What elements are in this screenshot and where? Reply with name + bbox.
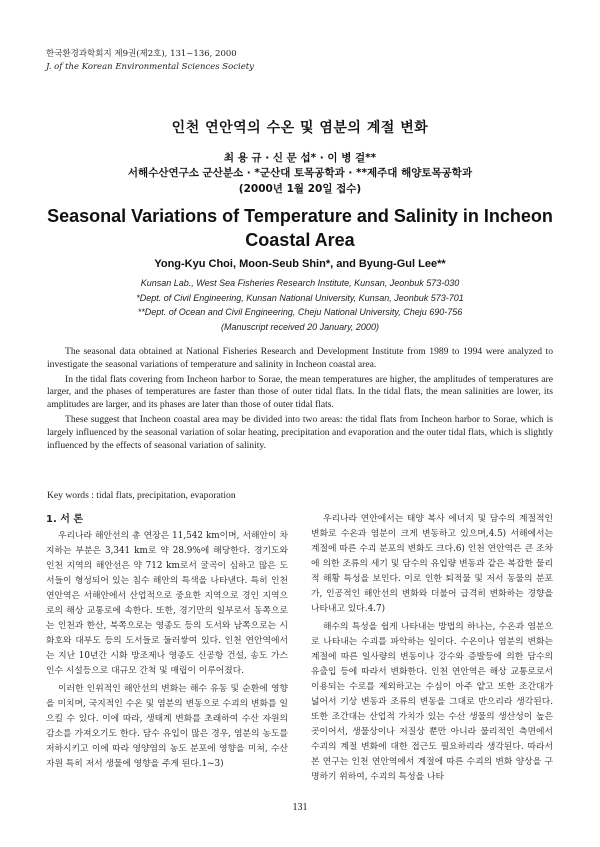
korean-authors: 최 용 규 · 신 문 섭* · 이 병 걸** bbox=[223, 152, 377, 164]
abstract-paragraph-1: The seasonal data obtained at National Fisheries Research and Development Institute from 1989 to 1994 were analyzed to investigate the seasonal variations of temperature and salinity in Incheon coastal area. bbox=[47, 346, 553, 370]
keywords: Key words : tidal flats, precipitation, evaporation bbox=[47, 490, 236, 501]
affiliation-1: Kunsan Lab., West Sea Fisheries Research Institute, Kunsan, Jeonbuk 573-030 bbox=[140, 278, 460, 288]
section-heading-introduction: 1. 서 론 bbox=[46, 514, 84, 525]
body-paragraph: 우리나라 연안에서는 태양 복사 에너지 및 담수의 계절적인 변화로 수온과 염분이 크게 변동하고 있으며,4.5) 서해에서는 계절에 따른 수괴 분포의 변화도 크다.6) 인천 연안역은 큰 조차에 의한 조류의 세기 및 담수의 유입량 변동과 같은 복잡한 물리적 해황 특성을 보인다. 이로 인한 퇴적물 및 저서 동물의 분포가, 인공적인 해안선의 변화와 더불어 급격히 변화하는 경향을 나타내고 있다.4.7) bbox=[311, 514, 553, 614]
body-paragraph: 이러한 인위적인 해안선의 변화는 해수 유동 및 순환에 영향을 미치며, 국지적인 수온 및 염분의 변동으로 수괴의 변화를 일으킬 수 있다. 이에 따라, 생태계 변화를 초래하여 수산 자원의 감소를 가져오기도 한다. 담수 유입이 많은 경우, 염분의 농도를 저하시키고 이에 따라 영양염의 농도 분포에 영향을 미쳐, 수산 자원 특히 저서 생물에 영향을 주게 된다.1~3) bbox=[46, 684, 288, 769]
journal-citation: 한국환경과학회지 제9권(제2호), 131~136, 2000 bbox=[46, 49, 237, 59]
korean-received-date: (2000년 1월 20일 접수) bbox=[238, 183, 362, 195]
korean-affiliation: 서해수산연구소 군산분소 · *군산대 토목공학과 · **제주대 해양토목공학과 bbox=[127, 167, 473, 179]
english-received-date: (Manuscript received 20 January, 2000) bbox=[221, 321, 379, 332]
abstract bbox=[47, 346, 553, 454]
english-title bbox=[0, 204, 600, 252]
page-number: 131 bbox=[292, 802, 308, 813]
korean-title: 인천 연안역의 수온 및 염분의 계절 변화 bbox=[171, 120, 429, 136]
abstract-paragraph-3: These suggest that Incheon coastal area may be divided into two areas: the tidal flats from Incheon harbor to Sorae, which is largely influenced by the seasonal variation of solar heating, precipitation and evaporation and the outer tidal flats, which is slightly influenced by the effects of seasonal variation of salinity. bbox=[47, 413, 553, 451]
english-title-line2: Coastal Area bbox=[245, 230, 355, 250]
journal-header bbox=[46, 48, 254, 74]
journal-name: J. of the Korean Environmental Sciences Society bbox=[46, 62, 254, 72]
english-affiliations bbox=[0, 276, 600, 334]
affiliation-3: **Dept. of Ocean and Civil Engineering, Cheju National University, Cheju 690-756 bbox=[137, 307, 463, 317]
abstract-paragraph-2: In the tidal flats covering from Incheon harbor to Sorae, the mean temperatures are higher, the amplitudes of temperatures are larger, and the phases of temperatures are faster than those of outer tidal flats. In the tidal flats, the mean salinities are lower, its amplitudes are larger, and its phases are later than those of outer tidal flats. bbox=[47, 373, 553, 411]
english-title-line1: Seasonal Variations of Temperature and Salinity in Incheon bbox=[47, 206, 553, 226]
body-column-left bbox=[46, 512, 288, 775]
body-paragraph: 해수의 특성을 쉽게 나타내는 방법의 하나는, 수온과 염분으로 나타내는 수괴를 파악하는 일이다. 수온이나 염분의 변화는 계절에 따른 일사량의 변동이나 강수와 증발등에 의한 담수의 유출입 등에 따라서 변화한다. 인천 연안역은 해상 교통로로서 이용되는 수로를 제외하고는 수심이 아주 얕고 또한 조간대가 넓어서 기상 변동과 조류의 변동을 그대로 반으리라 생각된다. 또한 조간대는 산업적 가치가 있는 수산 생물의 생산성이 높은 곳이어서, 생물상이나 저질상 뿐만 아니라 물리적인 측면에서 수괴의 계절 변화에 대한 접근도 필요하리라 생각된다. 따라서 본 연구는 인천 연안역에서 계절에 따른 수괴의 변화 양상을 구명하기 위하여, 수괴의 특성을 나타 bbox=[311, 622, 553, 782]
body-paragraph: 우리나라 해안선의 총 연장은 11,542 km이며, 서해안이 차지하는 부분은 3,341 km로 약 28.9%에 해당한다. 경기도와 인천 지역의 해안선은 약 712 km로서 굴곡이 심하고 많은 도서들이 형성되어 있는 침수 해안의 특색을 나타낸다. 특히 인천 연안역은 서해안에서 산업적으로 중요한 지역으로 경인 지역으로의 해상 교통로에 속한다. 또한, 경기만의 일부로서 동쪽으로는 인천과 한산, 북쪽으로는 영종도 등의 도서와 남쪽으로는 시화호와 대부도 등의 도서들로 둘러쌓여 있다. 인천 연안역에서는 지난 10년간 시화 방조제나 영종도 신공항 건설, 송도 가스 인수 시설등으로 대규모 간척 및 매립이 이루어졌다. bbox=[46, 531, 288, 676]
body-column-right bbox=[311, 512, 553, 788]
english-authors: Yong-Kyu Choi, Moon-Seub Shin*, and Byung-Gul Lee** bbox=[154, 258, 446, 270]
affiliation-2: *Dept. of Civil Engineering, Kunsan National University, Kunsan, Jeonbuk 573-701 bbox=[136, 292, 464, 303]
